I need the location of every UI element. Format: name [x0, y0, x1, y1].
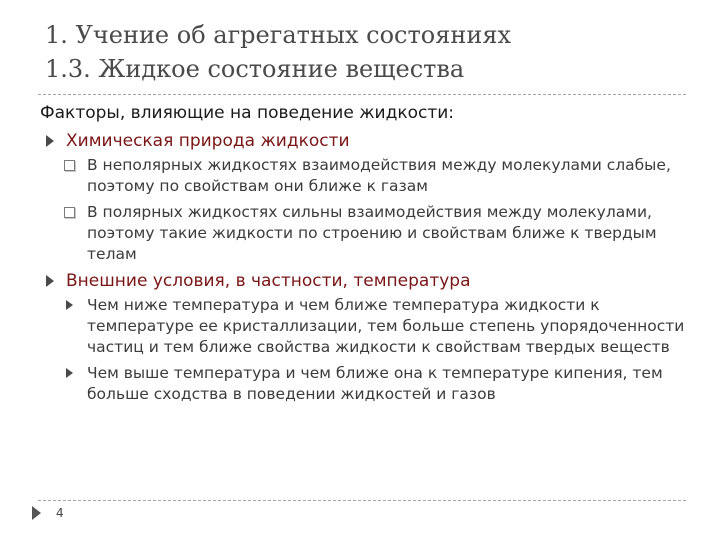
bullet-external-conditions	[40, 270, 700, 292]
triangle-bullet-icon	[46, 275, 54, 287]
triangle-bullet-icon	[66, 368, 73, 378]
pager[interactable]	[32, 504, 52, 524]
bullet-chemical-nature	[40, 130, 700, 152]
triangle-bullet-icon	[66, 300, 73, 310]
title-line-1: 1. Учение об агрегатных состояниях	[45, 21, 512, 49]
triangle-bullet-icon	[46, 135, 54, 147]
subbullet-text: В полярных жидкостях сильны взаимодействия между молекулами, поэтому такие жидкости по строению и свойствам ближе к твердым телам	[87, 203, 657, 263]
subbullet-nonpolar	[40, 155, 700, 197]
pager-arrow-icon[interactable]	[32, 506, 41, 520]
subbullet-text: Чем ниже температура и чем ближе температура жидкости к температуре ее кристаллизации, тем больше степень упорядоченности частиц и тем ближе свойства жидкости к свойствам твердых веществ	[87, 296, 685, 356]
subbullet-text: Чем выше температура и чем ближе она к температуре кипения, тем больше сходства в поведении жидкостей и газов	[87, 364, 663, 403]
square-bullet-icon	[64, 160, 75, 171]
subbullet-low-temperature	[40, 295, 700, 358]
subbullet-high-temperature	[40, 363, 700, 405]
title-line-2: 1.3. Жидкое состояние вещества	[45, 55, 465, 83]
bullet-label: Химическая природа жидкости	[66, 131, 350, 151]
title-divider	[38, 94, 686, 95]
slide-title	[45, 18, 705, 86]
footer-divider	[38, 500, 686, 501]
page-number: 4	[56, 506, 64, 520]
subbullet-text: В неполярных жидкостях взаимодействия между молекулами слабые, поэтому по свойствам они ближе к газам	[87, 156, 671, 195]
slide-body	[40, 101, 700, 410]
subbullet-polar	[40, 202, 700, 265]
intro-text: Факторы, влияющие на поведение жидкости:	[40, 103, 455, 123]
bullet-label: Внешние условия, в частности, температура	[66, 271, 471, 291]
square-bullet-icon	[64, 207, 75, 218]
